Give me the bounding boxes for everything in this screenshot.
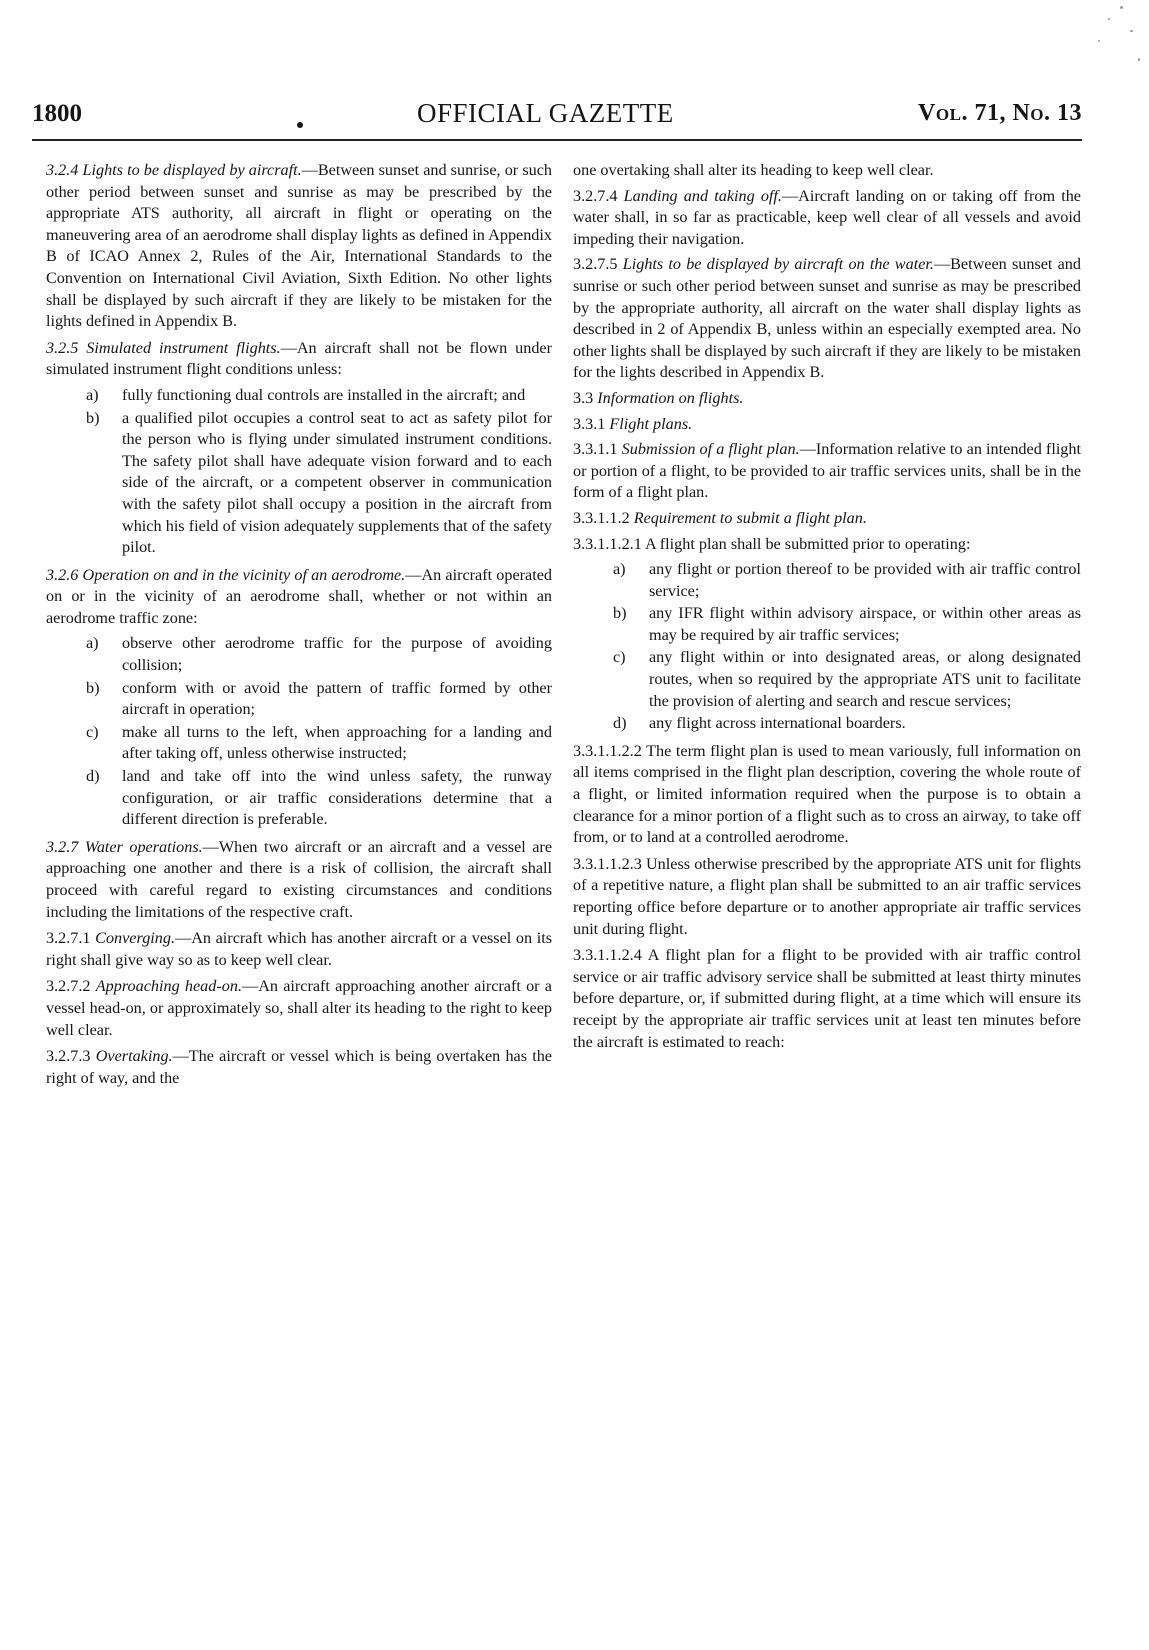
section-text: —Information relative to an intended flight or portion of a flight, to be provided to air traffic services units, shall be in the form of a flight plan.: [573, 440, 1081, 502]
list-marker: b): [86, 678, 100, 697]
section-3-3-1-1-2: [573, 508, 1081, 530]
list-item: [573, 647, 1081, 712]
section-heading: 3.2.5 Simulated instrument flights.: [46, 338, 281, 357]
list-3-3-1-1-2-1: [573, 559, 1081, 735]
list-marker: c): [613, 648, 626, 667]
section-number: 3.3.1.1.2: [573, 508, 630, 527]
list-item-text: any flight across international boarders.: [649, 714, 906, 733]
scan-speck: [1098, 40, 1100, 42]
section-heading: 3.2.4 Lights to be displayed by aircraft.: [46, 161, 302, 179]
list-marker: b): [613, 604, 627, 623]
section-heading: Requirement to submit a flight plan.: [633, 508, 867, 527]
list-item: [46, 678, 552, 721]
section-3-2-7: [46, 837, 552, 923]
list-3-2-5: [46, 385, 552, 559]
section-3-3: [573, 388, 1081, 410]
page-header: [32, 92, 1082, 136]
section-text: —Between sunset and sunrise, or such other period between sunset and sunrise as may be prescribed by the appropriate ATS authority, all aircraft in flight or operating on the maneuvering area of an aerodrome shall display lights as defined in Appendix B of ICAO Annex 2, Rules of the Air, International Standards to the Convention on International Civil Aviation, Sixth Edition. No other lights shall be displayed by such aircraft if they are likely to be mistaken for the lights defined in Appendix B.: [46, 161, 552, 331]
section-heading: 3.2.7 Water operations.: [46, 837, 203, 856]
list-item: [46, 408, 552, 559]
list-marker: b): [86, 408, 100, 427]
section-heading: Information on flights.: [597, 388, 744, 407]
header-dot: [297, 122, 303, 128]
scan-speck: [1130, 30, 1133, 32]
list-item: [573, 559, 1081, 602]
scan-speck: [1120, 6, 1123, 9]
list-item-text: a qualified pilot occupies a control seat to act as safety pilot for the person who is flying under simulated instrument conditions. The safety pilot shall have adequate vision forward and to each side of the aircraft, or a competent observer in communication with the safety pilot shall occupy a position in the aircraft from which his field of vision adequately supplements that of the safety pilot.: [122, 408, 552, 557]
section-3-2-7-2: [46, 976, 552, 1041]
list-marker: a): [86, 385, 99, 404]
list-item: [46, 722, 552, 765]
scan-speck: [1138, 58, 1140, 61]
list-item-text: land and take off into the wind unless safety, the runway configuration, or air traffic considerations determine that a different direction is preferable.: [122, 767, 552, 829]
section-3-2-7-4: [573, 186, 1081, 251]
continued-text: one overtaking shall alter its heading to keep well clear.: [573, 161, 934, 179]
list-marker: d): [613, 714, 627, 733]
section-3-2-4: [46, 160, 552, 333]
section-number: 3.3.1: [573, 414, 606, 433]
section-3-2-7-1: [46, 928, 552, 971]
section-heading: 3.2.6 Operation on and in the vicinity of an aerodrome.: [46, 565, 406, 584]
section-3-3-1-1: [573, 439, 1081, 504]
section-number: 3.2.7.3: [46, 1047, 91, 1066]
list-marker: a): [86, 634, 99, 653]
section-3-3-1-1-2-1: 3.3.1.1.2.1 A flight plan shall be submitted prior to operating:: [573, 534, 971, 553]
gazette-title: OFFICIAL GAZETTE: [417, 98, 674, 128]
section-3-2-5: [46, 338, 552, 381]
section-heading: Submission of a flight plan.: [621, 440, 800, 459]
section-text: —Between sunset and sunrise or such other period between sunset and sunrise as may be prescribed by the appropriate authority, all aircraft on the water shall display lights as described in 2 of Appendix B, unless within an especially exempted area. No other lights shall be displayed by such aircraft if they are likely to be mistaken for the lights described in Appendix B.: [573, 255, 1081, 382]
list-item: [573, 713, 1081, 735]
section-3-3-1-1-2-2: 3.3.1.1.2.2 The term flight plan is used to mean variously, full information on all items comprised in the flight plan description, covering the whole route of a flight, or limited information required when the purpose is to obtain a clearance for a minor portion of a flight such as to cross an airway, to take off from, or to land at a controlled aerodrome.: [573, 741, 1081, 847]
list-marker: d): [86, 767, 100, 786]
section-heading: Landing and taking off.: [623, 186, 782, 205]
list-item-text: observe other aerodrome traffic for the purpose of avoiding collision;: [122, 634, 552, 675]
section-number: 3.2.7.4: [573, 186, 618, 205]
scan-speck: [1108, 18, 1110, 20]
section-heading: Flight plans.: [609, 414, 693, 433]
section-text: —An aircraft operated on or in the vicinity of an aerodrome shall, whether or not within an aerodrome traffic zone:: [46, 565, 552, 627]
section-3-2-7-3: [46, 1046, 552, 1089]
section-3-3-1-1-2-3: 3.3.1.1.2.3 Unless otherwise prescribed by the appropriate ATS unit for flights of a repetitive nature, a flight plan shall be submitted to an air traffic services reporting office before departure or to another appropriate air traffic services unit during flight.: [573, 854, 1081, 938]
section-number: 3.3: [573, 388, 594, 407]
section-3-2-7-5: [573, 254, 1081, 384]
section-heading: Converging.: [95, 929, 176, 948]
section-number: 3.3.1.1: [573, 440, 618, 459]
list-item: [46, 633, 552, 676]
section-text: —An aircraft shall not be flown under simulated instrument flight conditions unless:: [46, 338, 552, 379]
list-item: [46, 385, 552, 407]
section-heading: Lights to be displayed by aircraft on the water.: [622, 255, 934, 274]
list-item-text: any flight or portion thereof to be provided with air traffic control service;: [649, 560, 1081, 600]
section-heading: Approaching head-on.: [95, 977, 242, 996]
list-marker: c): [86, 722, 99, 741]
left-column: [46, 160, 552, 1093]
section-text: —An aircraft which has another aircraft or a vessel on its right shall give way so as to keep well clear.: [46, 929, 552, 969]
section-text: —An aircraft approaching another aircraft or a vessel head-on, or approximately so, shall alter its heading to the right to keep well clear.: [46, 977, 552, 1039]
list-item: [46, 766, 552, 831]
list-3-2-6: [46, 633, 552, 830]
section-text: —The aircraft or vessel which is being overtaken has the right of way, and the: [46, 1047, 552, 1087]
section-3-2-6: [46, 565, 552, 630]
list-marker: a): [613, 560, 626, 579]
list-item-text: conform with or avoid the pattern of traffic formed by other aircraft in operation;: [122, 678, 552, 719]
list-item: [573, 603, 1081, 646]
list-item-text: make all turns to the left, when approaching for a landing and after taking off, unless otherwise instructed;: [122, 722, 552, 763]
list-item-text: any IFR flight within advisory airspace, or within other areas as may be required by air traffic services;: [649, 604, 1081, 644]
header-rule: [32, 139, 1082, 141]
list-item-text: any flight within or into designated areas, or along designated routes, when so required by the appropriate ATS unit to facilitate the provision of alerting and search and rescue services;: [649, 648, 1081, 710]
section-text: —Aircraft landing on or taking off from the water shall, in so far as practicable, keep well clear of all vessels and avoid impeding their navigation.: [573, 186, 1081, 248]
page-number: 1800: [32, 100, 82, 127]
list-item-text: fully functioning dual controls are installed in the aircraft; and: [122, 385, 526, 404]
section-3-3-1: [573, 414, 1081, 436]
section-text: —When two aircraft or an aircraft and a vessel are approaching one another and there is a risk of collision, the aircraft shall proceed with careful regard to existing circumstances and conditions including the limitations of the respective craft.: [46, 837, 553, 921]
section-number: 3.2.7.5: [573, 255, 618, 274]
volume-issue: Vol. 71, No. 13: [918, 100, 1082, 126]
right-column: [573, 160, 1081, 1057]
section-number: 3.2.7.1: [46, 929, 91, 948]
section-heading: Overtaking.: [95, 1047, 173, 1066]
section-3-3-1-1-2-4: 3.3.1.1.2.4 A flight plan for a flight to be provided with air traffic control service or air traffic advisory service shall be submitted at least thirty minutes before departure, or, if submitted during flight, at a time which will ensure its receipt by the appropriate air traffic services unit at least ten minutes before the aircraft is estimated to reach:: [573, 946, 1081, 1051]
section-number: 3.2.7.2: [46, 977, 91, 996]
